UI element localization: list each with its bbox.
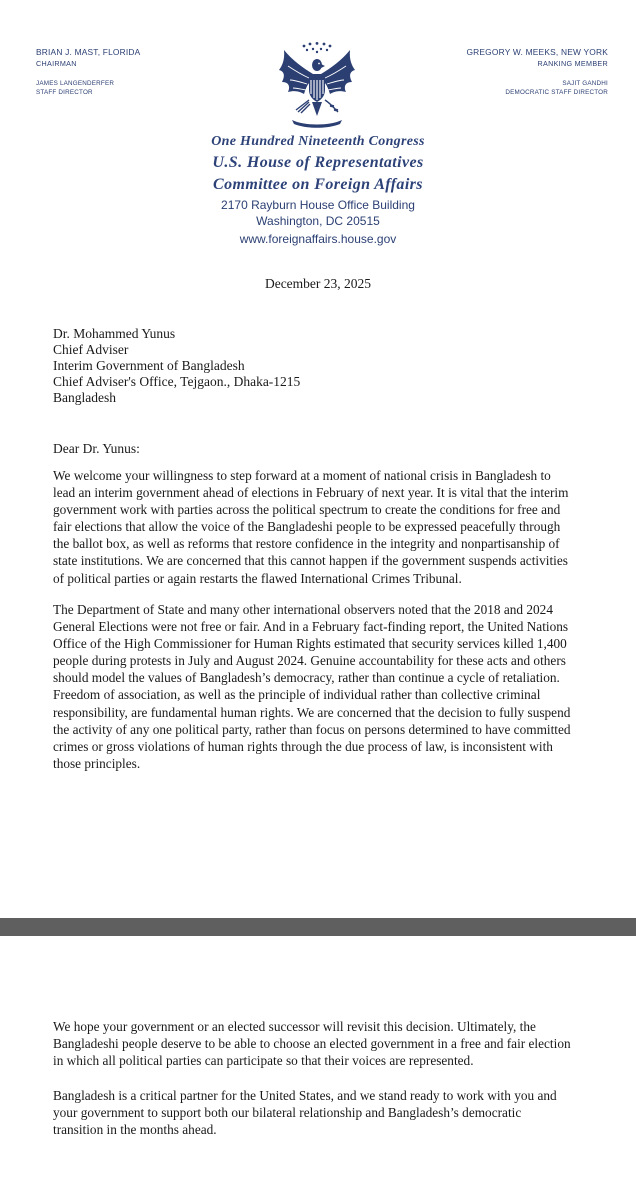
letter-page-2 xyxy=(0,936,636,1200)
paragraph-line: General Elections were not free or fair. And in a February fact-finding report, the United Nations xyxy=(53,619,569,635)
recipient-country: Bangladesh xyxy=(53,390,116,405)
body-paragraph xyxy=(53,467,603,587)
staff-director-role: STAFF DIRECTOR xyxy=(36,89,93,96)
paragraph-line: lead an interim government ahead of elections in February of next year. It is vital that the interim xyxy=(53,485,569,501)
ranking-member-role: RANKING MEMBER xyxy=(537,59,608,68)
congress-line: One Hundred Nineteenth Congress xyxy=(211,134,425,149)
paragraph-line: Bangladeshi people deserve to be able to choose an elected government in a free and fair election xyxy=(53,1036,571,1052)
paragraph-line: Freedom of association, as well as the principle of individual rather than collective criminal xyxy=(53,687,541,703)
paragraph-line: The Department of State and many other international observers noted that the 2018 and 2024 xyxy=(53,602,553,617)
paragraph-line: crimes or gross violations of human rights through the due process of law, is inconsistent with xyxy=(53,738,553,754)
committee-line: Committee on Foreign Affairs xyxy=(213,176,423,193)
chairman-block xyxy=(36,47,140,97)
great-seal-eagle-icon xyxy=(276,40,358,128)
ranking-member-name: GREGORY W. MEEKS, NEW YORK xyxy=(466,47,608,57)
paragraph-line: those principles. xyxy=(53,755,141,771)
letter-date: December 23, 2025 xyxy=(264,276,372,291)
house-line: U.S. House of Representatives xyxy=(212,154,424,171)
recipient-office: Chief Adviser's Office, Tejgaon., Dhaka-1215 xyxy=(53,374,301,389)
address-line-2: Washington, DC 20515 xyxy=(256,214,380,228)
address-line-1: 2170 Rayburn House Office Building xyxy=(221,198,415,212)
democratic-staff-name: SAJIT GANDHI xyxy=(562,80,608,87)
paragraph-line: responsibility, are fundamental human rights. We are concerned that the decision to fully suspend xyxy=(53,704,571,720)
paragraph-line: the activity of any one political party, rather than focus on persons determined to have committed xyxy=(53,721,571,737)
page-divider xyxy=(0,918,636,936)
paragraph-line: government work with parties across the political spectrum to create the conditions for free and xyxy=(53,502,561,518)
paragraph-line: of political parties or again restarts the flawed International Crimes Tribunal. xyxy=(53,570,462,586)
salutation: Dear Dr. Yunus: xyxy=(53,441,140,456)
body-paragraph xyxy=(53,1087,603,1138)
paragraph-line: the ballot box, as well as reforms that restore confidence in the integrity and nonpartisanship of xyxy=(53,536,560,552)
paragraph-line: We welcome your willingness to step forward at a moment of national crisis in Bangladesh to xyxy=(53,468,551,483)
staff-director-name: JAMES LANGENDERFER xyxy=(36,80,115,87)
ranking-member-block xyxy=(466,47,608,97)
chairman-role: CHAIRMAN xyxy=(36,59,77,68)
body-paragraph xyxy=(53,601,603,772)
paragraph-line: your government to support both our bilateral relationship and Bangladesh’s democratic xyxy=(53,1105,522,1121)
paragraph-line: state institutions. We are concerned that this cannot happen if the government suspends activities xyxy=(53,553,568,569)
body-paragraph xyxy=(53,1018,603,1069)
chairman-name: BRIAN J. MAST, FLORIDA xyxy=(36,47,141,57)
democratic-staff-role: DEMOCRATIC STAFF DIRECTOR xyxy=(505,89,608,96)
paragraph-line: Office of the High Commissioner for Human Rights estimated that security services killed 1,400 xyxy=(53,636,567,652)
paragraph-line: in which all political parties can participate so that their voices are represented. xyxy=(53,1053,474,1069)
recipient-name: Dr. Mohammed Yunus xyxy=(53,326,176,341)
paragraph-line: people during protests in July and August 2024. Genuine accountability for these acts and others xyxy=(53,653,566,669)
paragraph-line: Bangladesh is a critical partner for the United States, and we stand ready to work with you and xyxy=(53,1088,557,1103)
recipient-address xyxy=(53,326,300,406)
paragraph-line: fair elections that allow the voice of the Bangladeshi people to be expressed peacefully through xyxy=(53,519,561,535)
recipient-title: Chief Adviser xyxy=(53,342,129,357)
paragraph-line: transition in the months ahead. xyxy=(53,1122,217,1138)
recipient-organization: Interim Government of Bangladesh xyxy=(53,358,245,373)
paragraph-line: should model the values of Bangladesh’s democracy, rather than continue a cycle of retaliation. xyxy=(53,670,560,686)
paragraph-line: We hope your government or an elected successor will revisit this decision. Ultimately, the xyxy=(53,1019,536,1034)
website-link[interactable]: www.foreignaffairs.house.gov xyxy=(239,232,397,246)
